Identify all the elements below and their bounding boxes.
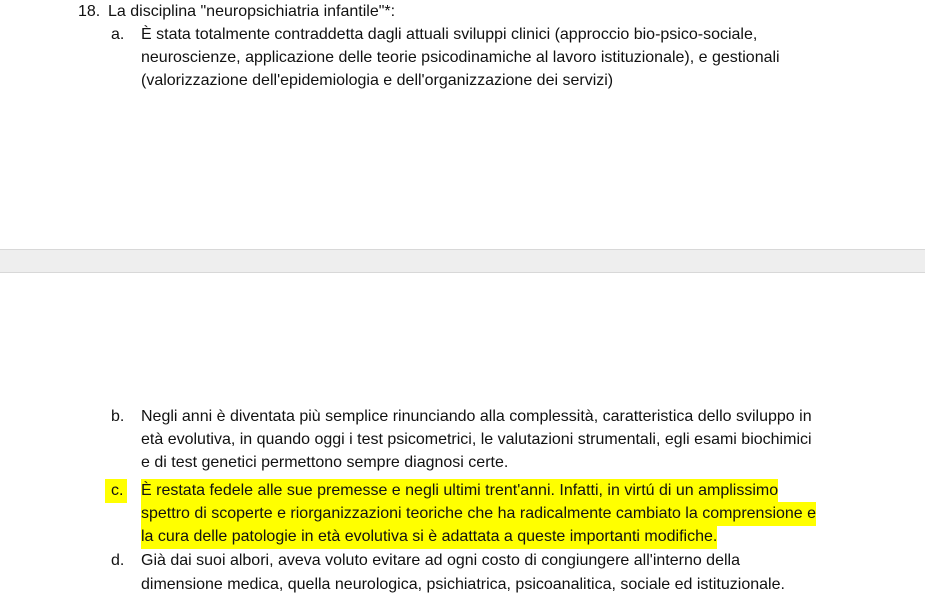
- option-letter: c.: [105, 479, 127, 503]
- option-letter: b.: [111, 408, 125, 425]
- option-letter: a.: [111, 26, 125, 43]
- question-text: La disciplina "neuropsichiatria infantile"*:: [108, 3, 396, 20]
- page-break-separator: [0, 249, 925, 273]
- option-line: Già dai suoi albori, aveva voluto evitare ad ogni costo di congiungere all'interno della: [141, 552, 740, 569]
- option-line: età evolutiva, in quando oggi i test psicometrici, le valutazioni strumentali, egli esami biochimici: [141, 431, 812, 448]
- option-line: (valorizzazione dell'epidemiologia e dell'organizzazione dei servizi): [141, 72, 614, 89]
- option-letter: d.: [111, 552, 125, 569]
- option-line: neuroscienze, applicazione delle teorie psicodinamiche al lavoro istituzionale), e gestionali: [141, 49, 780, 66]
- option-line-highlighted: spettro di scoperte e riorganizzazioni teoriche che ha radicalmente cambiato la comprensione e: [141, 502, 816, 526]
- option-line: e di test genetici permettono sempre diagnosi certe.: [141, 454, 509, 471]
- option-line: dimensione medica, quella neurologica, psichiatrica, psicoanalitica, sociale ed istituzionale.: [141, 576, 785, 593]
- option-line-highlighted: È restata fedele alle sue premesse e negli ultimi trent'anni. Infatti, in virtú di un amplissimo: [141, 479, 778, 503]
- question-number: 18.: [78, 3, 101, 20]
- option-line: È stata totalmente contraddetta dagli attuali sviluppi clinici (approccio bio-psico-sociale,: [141, 26, 758, 43]
- document-page-top: [0, 0, 925, 249]
- option-line-highlighted: la cura delle patologie in età evolutiva si è adattata a queste importanti modifiche.: [141, 525, 717, 549]
- option-line: Negli anni è diventata più semplice rinunciando alla complessità, caratteristica dello sviluppo in: [141, 408, 812, 425]
